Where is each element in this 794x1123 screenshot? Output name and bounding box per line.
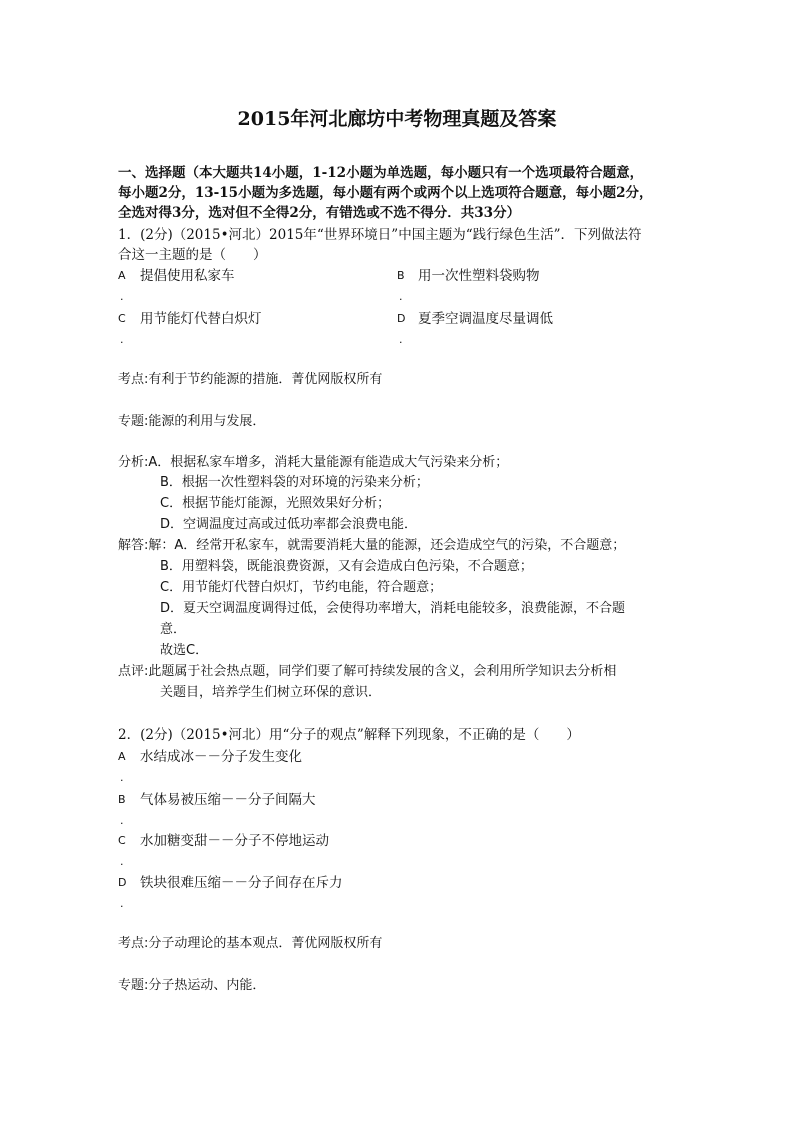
q2-option-c-letter: C xyxy=(118,834,126,847)
q2-option-b-dot: . xyxy=(120,814,124,827)
section-header-line-1: 一、选择题（本大题共14小题，1-12小题为单选题，每小题只有一个选项最符合题意， xyxy=(118,165,644,181)
q1-stem-line-2: 合这一主题的是（ ） xyxy=(118,247,267,263)
q2-option-d-dot: . xyxy=(120,897,124,910)
q1-option-c-dot: . xyxy=(120,333,124,346)
q2-option-a-text: 水结成冰－－分子发生变化 xyxy=(140,749,302,765)
q1-solution-line-5: 意． xyxy=(160,622,187,637)
q1-solution-line-2: B．用塑料袋，既能浪费资源，又有会造成白色污染，不合题意； xyxy=(160,559,533,574)
q1-point: 考点:有利于节约能源的措施．菁优网版权所有 xyxy=(118,372,383,387)
q1-solution-line-3: C．用节能灯代替白炽灯，节约电能，符合题意； xyxy=(160,580,443,595)
q2-point: 考点:分子动理论的基本观点．菁优网版权所有 xyxy=(118,936,383,951)
q2-option-a-dot: . xyxy=(120,771,124,784)
q2-option-c-text: 水加糖变甜－－分子不停地运动 xyxy=(140,833,329,849)
q2-topic: 专题:分子热运动、内能． xyxy=(118,978,266,993)
q1-option-b-dot: . xyxy=(399,290,403,303)
section-header-line-2: 每小题2分，13-15小题为多选题，每小题有两个或两个以上选项符合题意，每小题2分， xyxy=(118,185,653,201)
q1-option-b-text: 用一次性塑料袋购物 xyxy=(418,268,540,284)
q1-option-d-text: 夏季空调温度尽量调低 xyxy=(418,311,553,327)
q1-solution-line-6: 故选C． xyxy=(160,643,209,658)
q2-option-d-text: 铁块很难压缩－－分子间存在斥力 xyxy=(140,875,343,891)
q2-option-a-letter: A xyxy=(118,750,126,763)
section-header-line-3: 全选对得3分，选对但不全得2分，有错选或不选不得分．共33分） xyxy=(118,205,521,221)
q1-analysis-line-4: D．空调温度过高或过低功率都会浪费电能． xyxy=(160,517,418,532)
q2-option-b-text: 气体易被压缩－－分子间隔大 xyxy=(140,792,316,808)
q1-analysis-line-3: C．根据节能灯能源，光照效果好分析； xyxy=(160,496,391,511)
q1-comment-line-2: 关题目，培养学生们树立环保的意识． xyxy=(160,685,382,700)
q1-option-c-letter: C xyxy=(118,312,126,325)
q1-option-d-dot: . xyxy=(399,333,403,346)
q1-option-a-text: 提倡使用私家车 xyxy=(140,268,235,284)
q1-topic: 专题:能源的利用与发展． xyxy=(118,414,266,429)
q1-stem-line-1: 1．(2分)（2015•河北）2015年“世界环境日”中国主题为“践行绿色生活”．下列做法符 xyxy=(118,227,642,243)
q1-option-a-dot: . xyxy=(120,290,124,303)
page-title: 2015年河北廊坊中考物理真题及答案 xyxy=(237,108,557,130)
q2-option-b-letter: B xyxy=(118,793,126,806)
q2-stem: 2．(2分)（2015•河北）用“分子的观点”解释下列现象，不正确的是（ ） xyxy=(118,727,580,743)
q1-analysis-line-2: B．根据一次性塑料袋的对环境的污染来分析； xyxy=(160,475,429,490)
q1-solution-line-1: 解答:解：A．经常开私家车，就需要消耗大量的能源，还会造成空气的污染，不合题意； xyxy=(118,538,626,553)
q1-option-a-letter: A xyxy=(118,269,126,282)
q1-comment-line-1: 点评:此题属于社会热点题，同学们要了解可持续发展的含义，会利用所学知识去分析相 xyxy=(118,664,617,679)
q1-option-c-text: 用节能灯代替白炽灯 xyxy=(140,311,262,327)
q1-analysis-line-1: 分析:A．根据私家车增多，消耗大量能源有能造成大气污染来分析； xyxy=(118,455,509,470)
q1-option-d-letter: D xyxy=(397,312,406,325)
q2-option-c-dot: . xyxy=(120,855,124,868)
q1-option-b-letter: B xyxy=(397,269,405,282)
q2-option-d-letter: D xyxy=(118,876,127,889)
q1-solution-line-4: D．夏天空调温度调得过低，会使得功率增大，消耗电能较多，浪费能源，不合题 xyxy=(160,601,626,616)
